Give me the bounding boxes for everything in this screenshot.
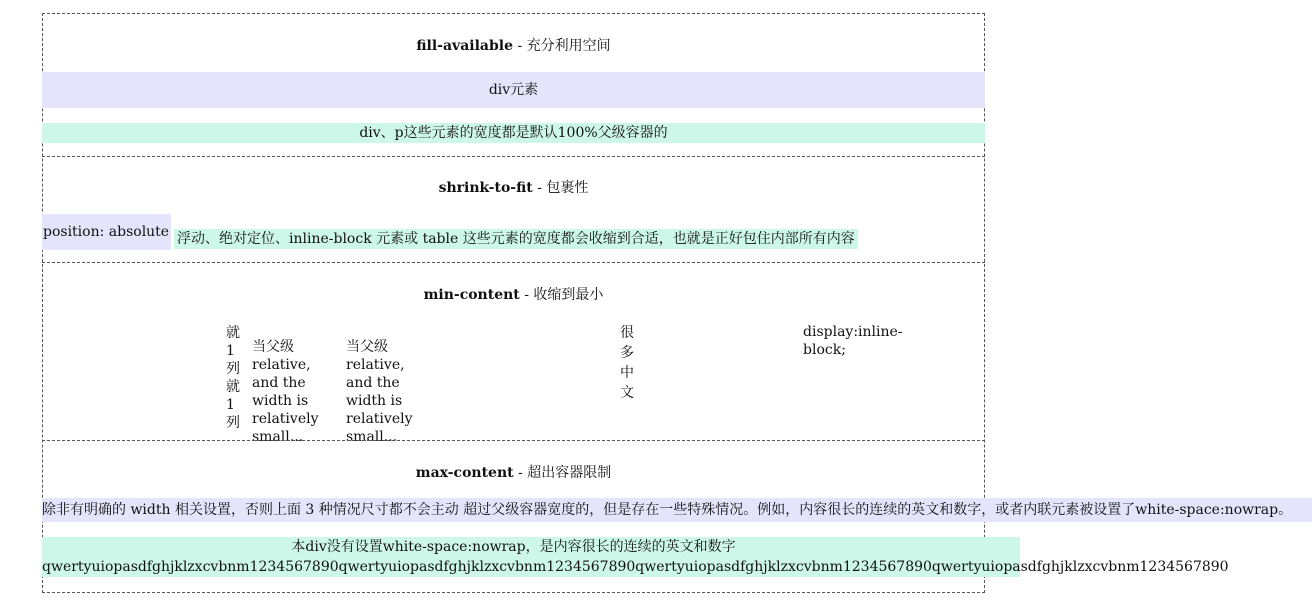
- fill-available-heading: [42, 35, 985, 55]
- shrink-to-fit-text: 浮动、绝对定位、inline-block 元素或 table 这些元素的宽度都会收缩到合适，也就是正好包住内部所有内容: [174, 229, 858, 249]
- div-element-block: div元素: [42, 72, 985, 108]
- long-text-title: 本div没有设置white-space:nowrap，是内容很长的连续的英文和数字: [291, 539, 736, 555]
- min-content-heading: [42, 284, 985, 304]
- shrink-to-fit-desc: - 包裹性: [532, 180, 589, 196]
- max-content-overflow-line: 除非有明确的 width 相关设置，否则上面 3 种情况尺寸都不会主动 超过父级容器宽度的，但是存在一些特殊情况。例如，内容很长的连续的英文和数字，或者内联元素被设置了white-space:nowrap。: [42, 498, 1312, 522]
- max-content-key: max-content: [415, 465, 514, 481]
- min-content-column-3: 当父级relative, and the width is relatively small...: [346, 339, 413, 445]
- min-content-column-1: 就1列就1列: [226, 325, 240, 431]
- section-divider: [42, 262, 985, 263]
- section-divider: [42, 156, 985, 157]
- fill-available-key: fill-available: [416, 38, 513, 54]
- shrink-to-fit-heading: [42, 177, 985, 197]
- shrink-to-fit-key: shrink-to-fit: [438, 180, 533, 196]
- min-content-column-4: 很多中文: [620, 325, 634, 401]
- long-text-content: qwertyuiopasdfghjklzxcvbnm1234567890qwertyuiopasdfghjklzxcvbnm1234567890qwertyuiopasdfghjklzxcvbnm1234567890qwertyuiopasdfghjklzxcvbnm1234567890: [42, 559, 1229, 575]
- long-text-block: [42, 537, 1229, 577]
- min-content-desc: - 收缩到最小: [519, 287, 604, 303]
- fill-available-desc: - 充分利用空间: [513, 38, 611, 54]
- max-content-desc: - 超出容器限制: [513, 465, 612, 481]
- min-content-column-5: display:inline-block;: [803, 324, 903, 358]
- section-divider: [42, 440, 985, 441]
- p-element-block: div、p这些元素的宽度都是默认100%父级容器的: [42, 123, 985, 143]
- max-content-heading: [42, 462, 985, 482]
- absolute-position-box: position: absolute: [42, 214, 171, 250]
- min-content-column-2: 当父级relative, and the width is relatively small...: [252, 339, 319, 445]
- min-content-key: min-content: [423, 287, 520, 303]
